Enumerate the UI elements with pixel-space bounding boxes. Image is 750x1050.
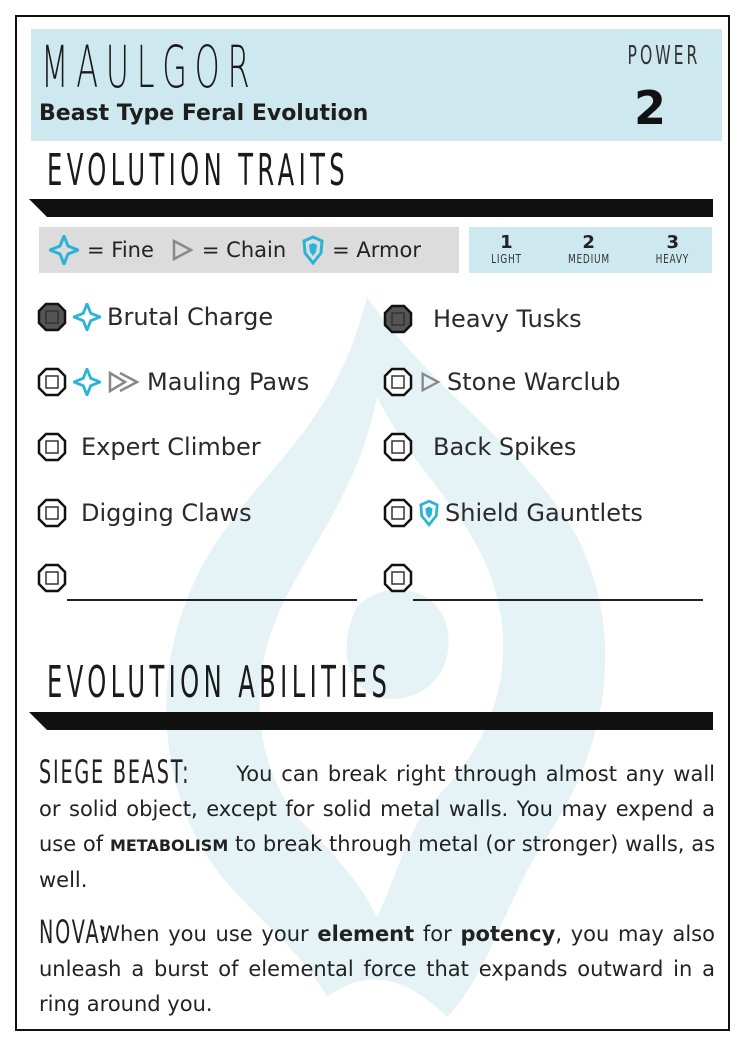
ability-keyword: METABOLISM [109,836,229,855]
trait-label: Heavy Tusks [433,305,582,333]
fine-icon [49,235,79,265]
power-value: 2 [633,81,666,135]
legend-chain [170,238,286,262]
trait-label: Stone Warclub [447,368,621,396]
trait-stone-warclub [383,364,620,400]
legend-armor [302,235,421,265]
trait-checkbox[interactable] [383,432,413,462]
trait-custom-left [37,560,73,596]
chain-icon [419,371,441,393]
trait-checkbox[interactable] [37,432,67,462]
ability-nova [39,915,715,1022]
card-header [31,29,722,141]
trait-heavy-tusks [383,301,582,337]
ability-name: SIEGE BEAST: [39,753,191,791]
ability-keyword: potency [460,922,556,946]
legend-fine-label: = Fine [87,238,154,262]
fine-icon [73,303,101,331]
armor-icon [302,235,324,265]
trait-label: Shield Gauntlets [445,499,643,527]
trait-shield-gauntlets [383,495,643,531]
trait-checkbox[interactable] [383,498,413,528]
ability-name: NOVA: [39,913,109,951]
trait-type-legend [39,227,459,273]
trait-checkbox[interactable] [383,367,413,397]
trait-label: Back Spikes [433,433,577,461]
armor-icon [419,499,439,527]
trait-checkbox-filled[interactable] [37,302,67,332]
weight-number: 2 [582,232,595,253]
trait-checkbox[interactable] [37,498,67,528]
trait-checkbox[interactable] [37,563,67,593]
double-chain-icon [107,370,141,394]
trait-brutal-charge [37,299,273,335]
custom-trait-line-right[interactable] [413,599,703,601]
custom-trait-line-left[interactable] [67,599,357,601]
ability-text: for [422,922,452,946]
ability-text: to break through metal (or stronger) walls, as well. [39,832,716,892]
power-label: POWER [627,41,700,71]
trait-label: Digging Claws [81,499,252,527]
legend-chain-label: = Chain [201,238,287,262]
trait-custom-right [383,560,419,596]
trait-checkbox[interactable] [37,367,67,397]
trait-checkbox[interactable] [383,563,413,593]
card-subtitle: Beast Type Feral Evolution [39,101,369,126]
traits-section-title: EVOLUTION TRAITS [47,145,350,196]
weight-heavy [650,234,695,266]
card-name: MAULGOR [41,33,258,101]
trait-checkbox-filled[interactable] [383,304,413,334]
weight-light [486,234,527,266]
trait-back-spikes [383,429,576,465]
trait-label: Expert Climber [81,433,261,461]
ability-siege-beast [39,755,715,898]
trait-digging-claws [37,495,252,531]
abilities-divider-bar [29,712,713,730]
trait-label: Brutal Charge [107,303,274,331]
weight-label: HEAVY [656,252,690,266]
chain-icon [170,238,194,262]
weight-label: LIGHT [491,252,522,266]
trait-expert-climber [37,429,261,465]
ability-keyword: element [317,922,415,946]
ability-text: You can break right through almost any wall or solid object, except for solid metal walls. You may expend a use of [39,762,715,856]
ability-text: , you may also unleash a burst of elemental force that expands outward in a ring around you. [39,922,715,1016]
traits-divider-bar [29,199,713,217]
legend-armor-label: = Armor [332,238,421,262]
weight-legend [469,227,712,273]
weight-medium [561,234,617,266]
character-card [15,15,730,1031]
legend-fine [49,235,154,265]
weight-number: 3 [666,232,679,253]
weight-label: MEDIUM [567,252,610,266]
trait-mauling-paws [37,364,309,400]
weight-number: 1 [500,232,513,253]
ability-text: When you use your [99,922,309,946]
abilities-section-title: EVOLUTION ABILITIES [47,657,392,708]
trait-label: Mauling Paws [147,368,310,396]
fine-icon [73,368,101,396]
